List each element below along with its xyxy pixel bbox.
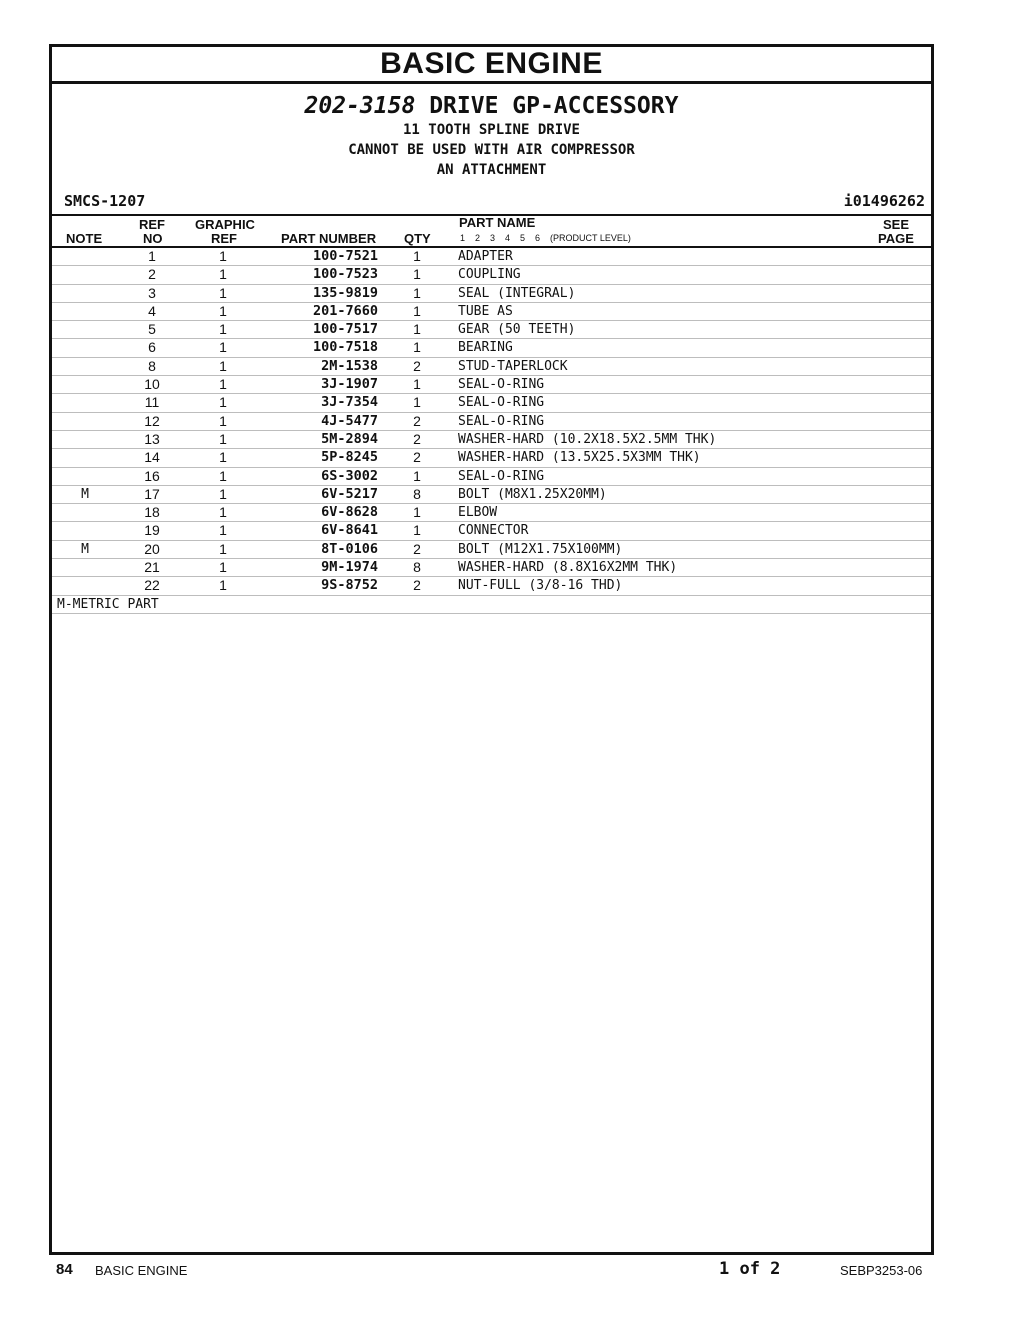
col-ref-top: REF — [139, 217, 165, 232]
ref-number: 17 — [144, 485, 160, 502]
part-name: BOLT (M8X1.25X20MM) — [458, 486, 607, 502]
parts-page-frame — [49, 44, 934, 1255]
graphic-ref: 1 — [219, 376, 227, 393]
group-note: CANNOT BE USED WITH AIR COMPRESSOR — [348, 142, 635, 158]
ref-number: 8 — [148, 357, 156, 374]
graphic-ref: 1 — [219, 540, 227, 557]
graphic-ref: 1 — [219, 559, 227, 576]
ref-number: 22 — [144, 577, 160, 594]
part-number: 135-9819 — [312, 284, 378, 301]
table-row — [52, 266, 931, 284]
table-row — [52, 413, 931, 431]
part-number: 5M-2894 — [321, 430, 378, 447]
table-row — [52, 431, 931, 449]
group-header — [52, 84, 931, 180]
part-name: BOLT (M12X1.75X100MM) — [458, 541, 623, 557]
part-number: 100-7523 — [312, 266, 378, 283]
part-name: WASHER-HARD (13.5X25.5X3MM THK) — [458, 450, 701, 466]
part-number: 3J-1907 — [321, 376, 378, 393]
col-see-bottom: PAGE — [878, 231, 914, 246]
table-row — [52, 285, 931, 303]
smcs-row — [52, 192, 931, 214]
quantity: 2 — [413, 430, 421, 447]
part-number: 100-7521 — [312, 248, 378, 264]
ref-number: 19 — [144, 522, 160, 539]
table-row — [52, 541, 931, 559]
quantity: 1 — [413, 284, 421, 301]
table-row — [52, 468, 931, 486]
part-number: 8T-0106 — [321, 540, 378, 557]
ref-number: 18 — [144, 504, 160, 521]
sheet-indicator: 1 of 2 — [719, 1259, 781, 1279]
column-header — [52, 214, 931, 248]
graphic-ref: 1 — [219, 266, 227, 283]
illustration-id: i01496262 — [843, 192, 925, 210]
part-name: WASHER-HARD (8.8X16X2MM THK) — [458, 560, 678, 576]
part-name: SEAL-O-RING — [458, 413, 545, 429]
table-row — [52, 577, 931, 595]
quantity: 1 — [413, 522, 421, 539]
graphic-ref: 1 — [219, 412, 227, 429]
graphic-ref: 1 — [219, 394, 227, 411]
table-row — [52, 376, 931, 394]
col-graphic-bottom: REF — [211, 231, 237, 246]
section-title: BASIC ENGINE — [52, 47, 931, 84]
part-name: COUPLING — [458, 267, 521, 283]
quantity: 1 — [413, 376, 421, 393]
quantity: 2 — [413, 357, 421, 374]
ref-number: 16 — [144, 467, 160, 484]
table-row — [52, 504, 931, 522]
graphic-ref: 1 — [219, 248, 227, 264]
ref-number: 1 — [148, 248, 156, 264]
quantity: 1 — [413, 266, 421, 283]
quantity: 8 — [413, 485, 421, 502]
group-note: AN ATTACHMENT — [436, 162, 547, 178]
ref-number: 12 — [144, 412, 160, 429]
col-part-name: PART NAME — [459, 215, 536, 230]
ref-number: 5 — [148, 321, 156, 338]
graphic-ref: 1 — [219, 339, 227, 356]
part-number: 6V-5217 — [321, 485, 378, 502]
ref-number: 21 — [144, 559, 160, 576]
col-qty: QTY — [404, 231, 431, 246]
part-name: SEAL (INTEGRAL) — [458, 285, 576, 301]
table-row — [52, 486, 931, 504]
col-part-number: PART NUMBER — [281, 231, 377, 246]
graphic-ref: 1 — [219, 357, 227, 374]
table-row — [52, 449, 931, 467]
ref-number: 3 — [148, 284, 156, 301]
part-number: 4J-5477 — [321, 412, 378, 429]
table-row — [52, 339, 931, 357]
part-name: GEAR (50 TEETH) — [458, 322, 576, 338]
ref-number: 2 — [148, 266, 156, 283]
part-name: CONNECTOR — [458, 523, 529, 539]
quantity: 1 — [413, 339, 421, 356]
quantity: 1 — [413, 321, 421, 338]
smcs-code: SMCS-1207 — [64, 192, 146, 210]
col-product-levels: 1 2 3 4 5 6 (PRODUCT LEVEL) — [460, 233, 631, 243]
part-number: 100-7517 — [312, 321, 378, 338]
quantity: 2 — [413, 577, 421, 594]
part-name: SEAL-O-RING — [458, 395, 545, 411]
graphic-ref: 1 — [219, 284, 227, 301]
footnote: M-METRIC PART — [52, 596, 931, 614]
graphic-ref: 1 — [219, 321, 227, 338]
group-title — [52, 92, 931, 120]
part-number: 201-7660 — [312, 302, 378, 319]
group-note: 11 TOOTH SPLINE DRIVE — [402, 122, 580, 138]
ref-number: 13 — [144, 430, 160, 447]
part-name: STUD-TAPERLOCK — [458, 358, 568, 374]
graphic-ref: 1 — [219, 522, 227, 539]
part-name: BEARING — [458, 340, 513, 356]
part-name: ADAPTER — [458, 249, 513, 264]
col-note: NOTE — [66, 231, 103, 246]
part-number: 3J-7354 — [321, 394, 378, 411]
quantity: 1 — [413, 504, 421, 521]
graphic-ref: 1 — [219, 467, 227, 484]
part-name: SEAL-O-RING — [458, 468, 545, 484]
ref-number: 14 — [144, 449, 160, 466]
graphic-ref: 1 — [219, 449, 227, 466]
graphic-ref: 1 — [219, 302, 227, 319]
quantity: 2 — [413, 412, 421, 429]
quantity: 1 — [413, 302, 421, 319]
ref-number: 10 — [144, 376, 160, 393]
ref-number: 6 — [148, 339, 156, 356]
page-number: 84 — [56, 1261, 73, 1278]
note-cell: M — [81, 541, 89, 557]
quantity: 2 — [413, 540, 421, 557]
part-number: 2M-1538 — [321, 357, 378, 374]
part-number: 5P-8245 — [321, 449, 378, 466]
table-row — [52, 248, 931, 266]
quantity: 2 — [413, 449, 421, 466]
ref-number: 11 — [144, 394, 160, 411]
part-number: 9M-1974 — [321, 559, 378, 576]
ref-number: 4 — [148, 302, 156, 319]
page-footer — [0, 1258, 1020, 1282]
table-row — [52, 522, 931, 540]
table-row — [52, 394, 931, 412]
group-part-number: 202-3158 — [304, 93, 416, 119]
part-number: 6S-3002 — [321, 467, 378, 484]
footer-title: BASIC ENGINE — [95, 1263, 188, 1278]
col-ref-bottom: NO — [143, 231, 163, 246]
part-name: ELBOW — [458, 505, 498, 521]
part-name: TUBE AS — [458, 303, 513, 319]
col-graphic-top: GRAPHIC — [195, 217, 255, 232]
part-number: 6V-8628 — [321, 504, 378, 521]
part-number: 6V-8641 — [321, 522, 378, 539]
col-see-top: SEE — [883, 217, 910, 232]
table-row — [52, 303, 931, 321]
graphic-ref: 1 — [219, 485, 227, 502]
part-name: SEAL-O-RING — [458, 377, 545, 393]
graphic-ref: 1 — [219, 577, 227, 594]
quantity: 1 — [413, 248, 421, 264]
parts-list — [52, 248, 931, 596]
table-row — [52, 321, 931, 339]
part-number: 9S-8752 — [321, 577, 378, 594]
quantity: 8 — [413, 559, 421, 576]
quantity: 1 — [413, 394, 421, 411]
graphic-ref: 1 — [219, 430, 227, 447]
document-id: SEBP3253-06 — [840, 1263, 923, 1278]
ref-number: 20 — [144, 540, 160, 557]
part-name: WASHER-HARD (10.2X18.5X2.5MM THK) — [458, 431, 717, 447]
part-name: NUT-FULL (3/8-16 THD) — [458, 578, 623, 594]
table-row — [52, 559, 931, 577]
table-row — [52, 358, 931, 376]
group-name: DRIVE GP-ACCESSORY — [429, 93, 679, 119]
part-number: 100-7518 — [312, 339, 378, 356]
quantity: 1 — [413, 467, 421, 484]
graphic-ref: 1 — [219, 504, 227, 521]
note-cell: M — [81, 486, 89, 502]
